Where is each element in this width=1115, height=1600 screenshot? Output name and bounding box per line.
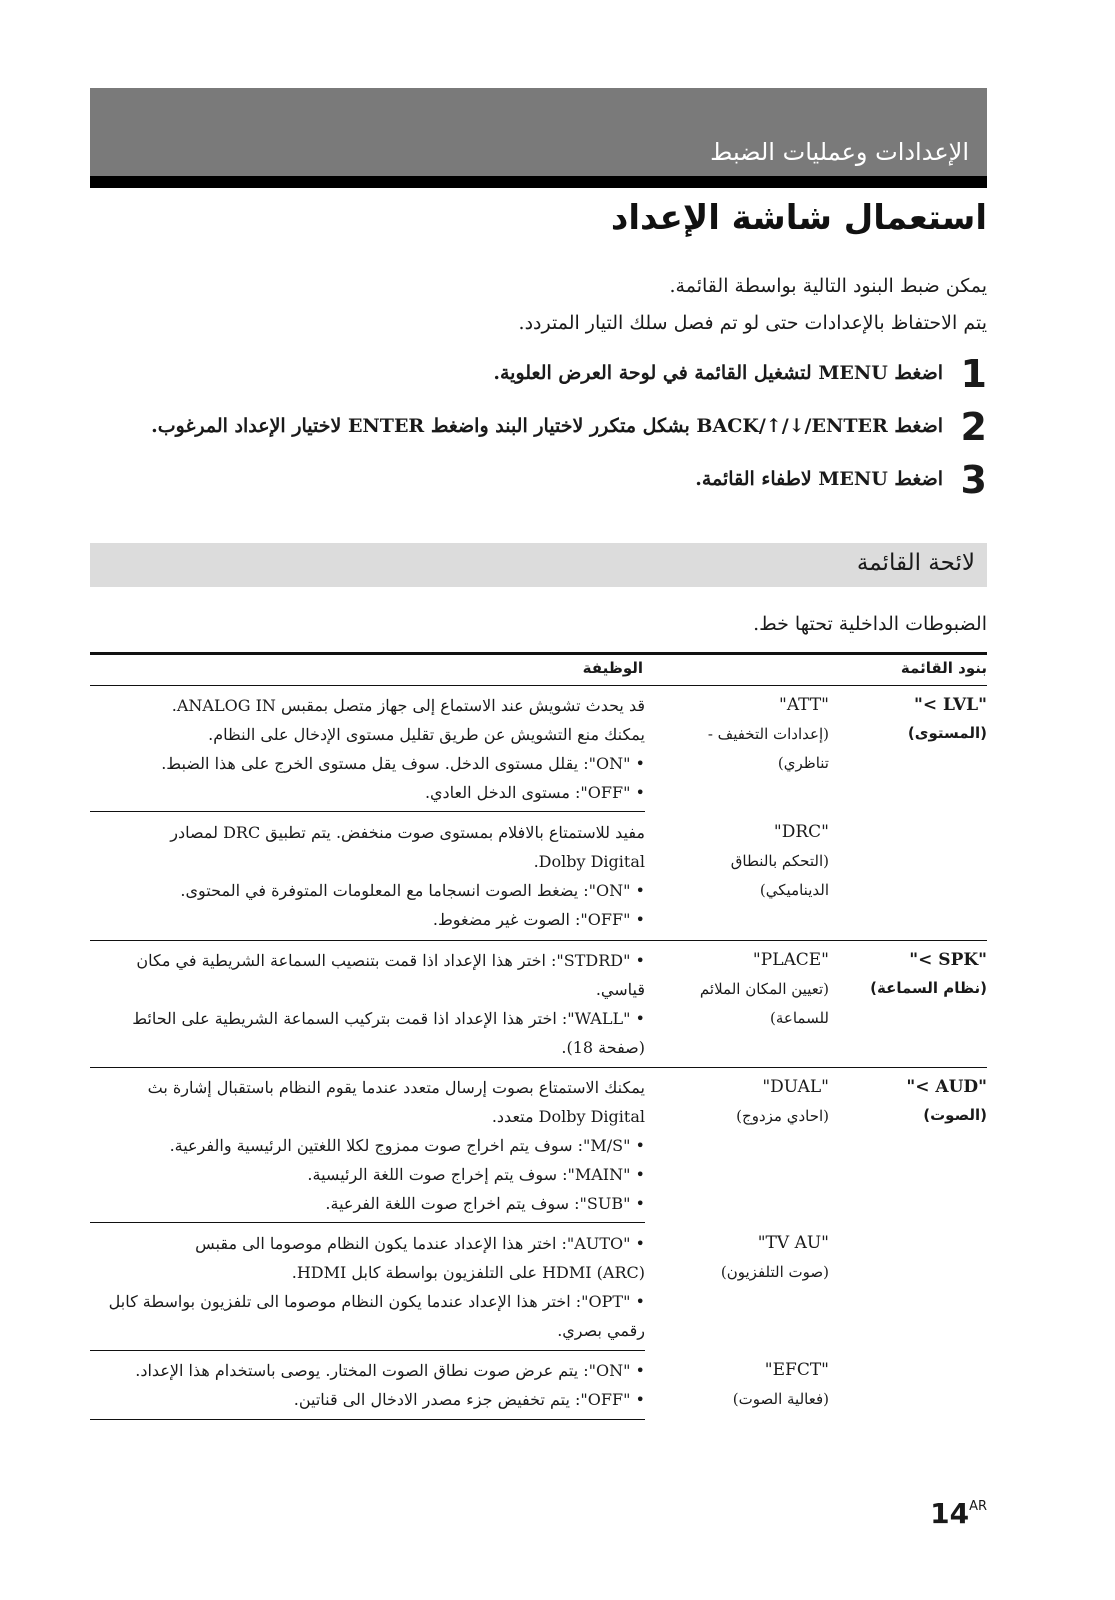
section-divider	[90, 176, 987, 188]
section-title: الإعدادات وعمليات الضبط	[710, 138, 969, 166]
description-line: • "OFF": الصوت غير مضغوط.	[432, 910, 645, 929]
item-label: (إعدادات التخفيف -	[707, 725, 829, 743]
intro-line: يمكن ضبط البنود التالية بواسطة القائمة.	[669, 275, 987, 297]
description-line: يمكنك منع التشويش عن طريق تقليل مستوى الإدخال على النظام.	[208, 725, 645, 744]
description-line: • "OFF": مستوى الدخل العادي.	[424, 783, 645, 802]
item-description	[90, 1229, 645, 1345]
item-key: "DRC"	[773, 822, 829, 842]
description-line: Dolby Digital.	[533, 852, 645, 871]
item-description	[90, 1356, 645, 1414]
row-divider	[90, 811, 645, 812]
group-label: (نظام السماعة)	[870, 979, 987, 997]
description-line: • "OFF": يتم تخفيض جزء مصدر الادخال الى قناتين.	[293, 1390, 645, 1409]
description-line: • "ON": يضغط الصوت انسجاما مع المعلومات المتوفرة في المحتوى.	[180, 881, 645, 900]
description-line: • "SUB": سوف يتم اخراج صوت اللغة الفرعية.	[325, 1194, 645, 1213]
page-number-suffix: AR	[969, 1499, 987, 1514]
header-divider	[90, 685, 987, 686]
item-key: "TV AU"	[757, 1233, 829, 1253]
item-description	[90, 818, 645, 934]
step-text: اضغط BACK/↑/↓/ENTER بشكل متكرر لاختيار البند واضغط ENTER لاختيار الإعداد المرغوب.	[151, 415, 943, 437]
item-label: (احادي مزدوج)	[736, 1107, 829, 1125]
description-line: (صفحة 18).	[561, 1038, 645, 1057]
step-item	[107, 352, 987, 405]
page-number-value: 14	[930, 1497, 970, 1530]
page-title: استعمال شاشة الإعداد	[610, 198, 987, 238]
intro-text	[127, 268, 987, 342]
defaults-note: الضبوطات الداخلية تحتها خط.	[753, 613, 987, 635]
item-label: للسماعة)	[769, 1009, 829, 1027]
column-header-function: الوظيفة	[582, 659, 643, 677]
item-label: (تعيين المكان الملائم	[699, 980, 829, 998]
description-line: • "AUTO": اختر هذا الإعداد عندما يكون النظام موصوما الى مقبس	[195, 1234, 645, 1253]
steps-list	[107, 352, 987, 511]
item-label: (فعالية الصوت)	[732, 1390, 829, 1408]
step-number: 1	[960, 352, 987, 396]
table-bottom-rule	[90, 1419, 645, 1420]
step-text: اضغط MENU لاطفاء القائمة.	[695, 468, 943, 490]
description-line: Dolby Digital متعدد.	[491, 1107, 645, 1126]
step-number: 3	[960, 458, 987, 502]
item-label: تناظري)	[777, 754, 829, 772]
step-text: اضغط MENU لتشغيل القائمة في لوحة العرض العلوية.	[493, 362, 943, 384]
item-label: (التحكم بالنطاق	[730, 852, 829, 870]
menu-item	[659, 1356, 829, 1414]
description-line: رقمي بصري.	[557, 1321, 645, 1340]
menu-list-title: لائحة القائمة	[856, 550, 975, 576]
table-top-rule	[90, 652, 987, 655]
description-line: • "M/S": سوف يتم اخراج صوت ممزوج لكلا اللغتين الرئيسية والفرعية.	[169, 1136, 645, 1155]
item-label: الديناميكي)	[759, 881, 829, 899]
page-number	[930, 1497, 987, 1530]
item-description	[90, 946, 645, 1062]
description-line: HDMI (ARC) على التلفزيون بواسطة كابل HDMI.	[291, 1263, 645, 1282]
menu-group	[867, 1073, 987, 1129]
column-header-items: بنود القائمة	[900, 659, 987, 677]
group-key: "LVL >"	[914, 695, 987, 715]
description-line: يمكنك الاستمتاع بصوت إرسال متعدد عندما يقوم النظام باستقبال إشارة بث	[147, 1078, 645, 1097]
item-description	[90, 1073, 645, 1218]
item-key: "EFCT"	[764, 1360, 829, 1380]
item-key: "DUAL"	[762, 1077, 829, 1097]
group-divider	[90, 1067, 987, 1068]
group-key: "SPK >"	[909, 950, 987, 970]
group-key: "AUD >"	[906, 1077, 987, 1097]
description-line: قياسي.	[595, 980, 645, 999]
group-label: (المستوى)	[907, 724, 987, 742]
group-divider	[90, 940, 987, 941]
menu-item	[659, 818, 829, 905]
step-number: 2	[960, 405, 987, 449]
step-item	[107, 458, 987, 511]
row-divider	[90, 1350, 645, 1351]
menu-group	[867, 946, 987, 1002]
menu-item	[659, 946, 829, 1033]
description-line: • "ON": يتم عرض صوت نطاق الصوت المختار. يوصى باستخدام هذا الإعداد.	[135, 1361, 645, 1380]
menu-item	[659, 1229, 829, 1287]
description-line: قد يحدث تشويش عند الاستماع إلى جهاز متصل بمقبس ANALOG IN.	[171, 696, 645, 715]
description-line: مفيد للاستمتاع بالافلام بمستوى صوت منخفض. يتم تطبيق DRC لمصادر	[170, 823, 645, 842]
description-line: • "MAIN": سوف يتم إخراج صوت اللغة الرئيسية.	[307, 1165, 645, 1184]
description-line: • "ON": يقلل مستوى الدخل. سوف يقل مستوى الخرج على هذا الضبط.	[161, 754, 645, 773]
description-line: • "WALL": اختر هذا الإعداد اذا قمت بتركيب السماعة الشريطية على الحائط	[132, 1009, 645, 1028]
item-key: "ATT"	[779, 695, 829, 715]
item-label: (صوت التلفزيون)	[720, 1263, 829, 1281]
menu-group	[867, 691, 987, 747]
section-header-bar	[90, 88, 987, 176]
menu-item	[659, 1073, 829, 1131]
menu-item	[659, 691, 829, 778]
menu-list-header	[90, 543, 987, 587]
description-line: • "STDRD": اختر هذا الإعداد اذا قمت بتنصيب السماعة الشريطية في مكان	[136, 951, 645, 970]
intro-line: يتم الاحتفاظ بالإعدادات حتى لو تم فصل سلك التيار المتردد.	[518, 312, 987, 334]
step-item	[107, 405, 987, 458]
description-line: • "OPT": اختر هذا الإعداد عندما يكون النظام موصوما الى تلفزيون بواسطة كابل	[108, 1292, 645, 1311]
group-label: (الصوت)	[923, 1106, 987, 1124]
item-description	[90, 691, 645, 807]
row-divider	[90, 1222, 645, 1223]
item-key: "PLACE"	[752, 950, 829, 970]
